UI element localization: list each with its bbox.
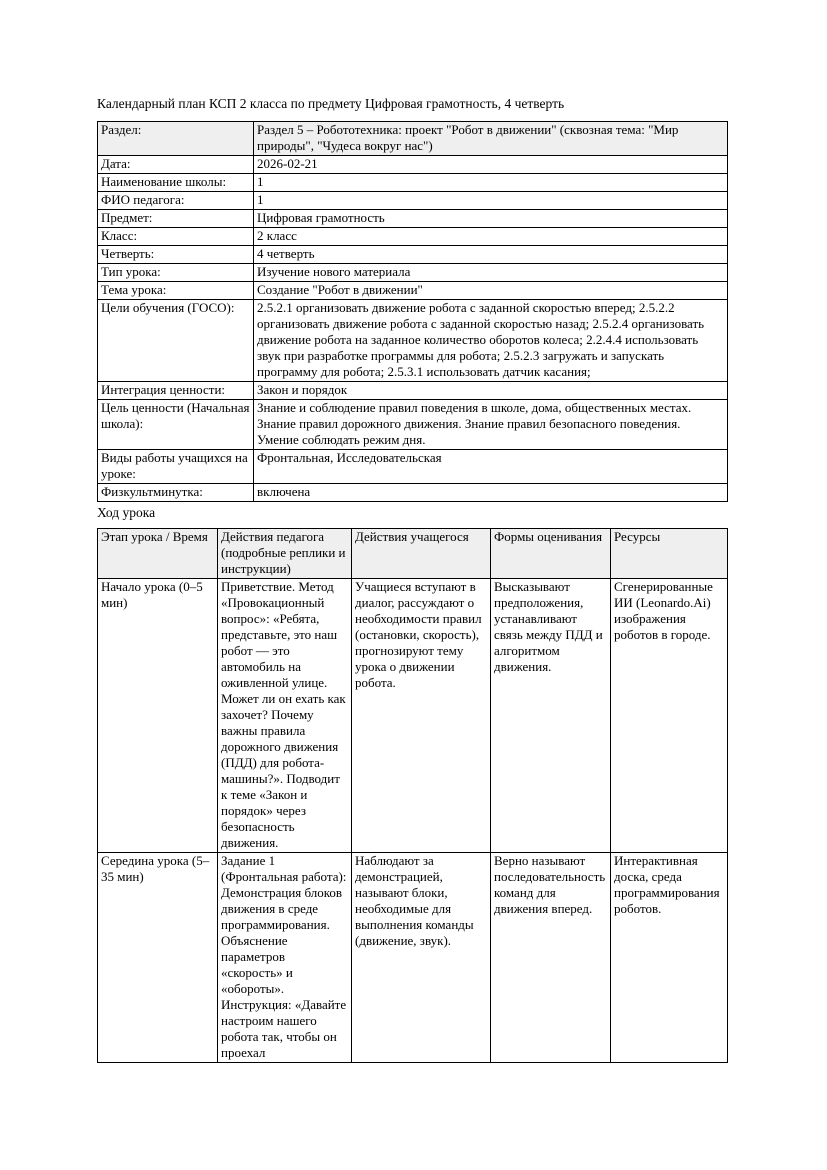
info-value: Знание и соблюдение правил поведения в школе, дома, общественных местах. Знание правил дорожного движения. Знание правил безопасного поведения. Умение соблюдать режим дня. <box>254 400 728 450</box>
info-label: Тема урока: <box>98 282 254 300</box>
lesson-row-start <box>98 579 728 853</box>
section-heading: Ход урока <box>97 505 156 520</box>
info-row-goals <box>98 300 728 382</box>
info-value: Фронтальная, Исследовательская <box>254 450 728 484</box>
student-actions-cell: Учащиеся вступают в диалог, рассуждают о необходимости правил (остановки, скорость), прогнозируют тему урока о движении робота. <box>352 579 491 853</box>
info-row-phys-minute <box>98 484 728 502</box>
info-label: Цель ценности (Начальная школа): <box>98 400 254 450</box>
lesson-row-middle <box>98 853 728 1063</box>
info-label: Интеграция ценности: <box>98 382 254 400</box>
header-assessment: Формы оценивания <box>491 529 611 579</box>
info-value: 1 <box>254 192 728 210</box>
info-label: Предмет: <box>98 210 254 228</box>
info-value: Создание "Робот в движении" <box>254 282 728 300</box>
info-label: Дата: <box>98 156 254 174</box>
info-label: ФИО педагога: <box>98 192 254 210</box>
info-row-class <box>98 228 728 246</box>
info-row-school <box>98 174 728 192</box>
info-value: 2 класс <box>254 228 728 246</box>
header-teacher-actions: Действия педагога (подробные реплики и инструкции) <box>218 529 352 579</box>
student-actions-cell: Наблюдают за демонстрацией, называют блоки, необходимые для выполнения команды (движение, звук). <box>352 853 491 1063</box>
info-label: Четверть: <box>98 246 254 264</box>
info-row-quarter <box>98 246 728 264</box>
teacher-actions-cell: Приветствие. Метод «Провокационный вопрос»: «Ребята, представьте, это наш робот — это автомобиль на оживленной улице. Может ли он ехать как захочет? Почему важны правила дорожного движения (ПДД) для робота-машины?». Подводит к теме «Закон и порядок» через безопасность движения. <box>218 579 352 853</box>
teacher-actions-cell: Задание 1 (Фронтальная работа): Демонстрация блоков движения в среде программирования. Объяснение параметров «скорость» и «обороты». Инструкция: «Давайте настроим нашего робота так, чтобы он проехал <box>218 853 352 1063</box>
header-student-actions: Действия учащегося <box>352 529 491 579</box>
info-label: Раздел: <box>98 122 254 156</box>
info-label: Наименование школы: <box>98 174 254 192</box>
info-row-work-types <box>98 450 728 484</box>
info-label: Тип урока: <box>98 264 254 282</box>
resources-cell: Сгенерированные ИИ (Leonardo.Ai) изображения роботов в городе. <box>611 579 728 853</box>
assessment-cell: Высказывают предположения, устанавливают связь между ПДД и алгоритмом движения. <box>491 579 611 853</box>
info-value: Цифровая грамотность <box>254 210 728 228</box>
info-row-razdel <box>98 122 728 156</box>
lesson-table <box>97 528 728 1063</box>
stage-cell: Начало урока (0–5 мин) <box>98 579 218 853</box>
info-row-date <box>98 156 728 174</box>
info-row-lesson-type <box>98 264 728 282</box>
info-row-subject <box>98 210 728 228</box>
resources-cell: Интерактивная доска, среда программирования роботов. <box>611 853 728 1063</box>
info-value: Закон и порядок <box>254 382 728 400</box>
info-value: 2026-02-21 <box>254 156 728 174</box>
info-table <box>97 121 728 502</box>
header-resources: Ресурсы <box>611 529 728 579</box>
info-row-values-integration <box>98 382 728 400</box>
info-value: 4 четверть <box>254 246 728 264</box>
stage-cell: Середина урока (5–35 мин) <box>98 853 218 1063</box>
header-stage: Этап урока / Время <box>98 529 218 579</box>
info-row-values-goal <box>98 400 728 450</box>
assessment-cell: Верно называют последовательность команд для движения вперед. <box>491 853 611 1063</box>
info-value: Раздел 5 – Робототехника: проект "Робот в движении" (сквозная тема: "Мир природы", "Чудеса вокруг нас") <box>254 122 728 156</box>
info-value: 1 <box>254 174 728 192</box>
lesson-table-header-row <box>98 529 728 579</box>
info-label: Класс: <box>98 228 254 246</box>
info-row-lesson-topic <box>98 282 728 300</box>
document-title: Календарный план КСП 2 класса по предмету Цифровая грамотность, 4 четверть <box>97 96 565 111</box>
info-value: включена <box>254 484 728 502</box>
info-label: Виды работы учащихся на уроке: <box>98 450 254 484</box>
info-label: Цели обучения (ГОСО): <box>98 300 254 382</box>
info-label: Физкультминутка: <box>98 484 254 502</box>
info-row-teacher-name <box>98 192 728 210</box>
info-value: Изучение нового материала <box>254 264 728 282</box>
info-value: 2.5.2.1 организовать движение робота с заданной скоростью вперед; 2.5.2.2 организовать движение робота с заданной скоростью назад; 2.5.2.4 организовать движение робота на заданное количество оборотов колеса; 2.2.4.4 использовать звук при разработке программы для робота; 2.5.2.3 загружать и запускать программу для робота; 2.5.3.1 использовать датчик касания; <box>254 300 728 382</box>
